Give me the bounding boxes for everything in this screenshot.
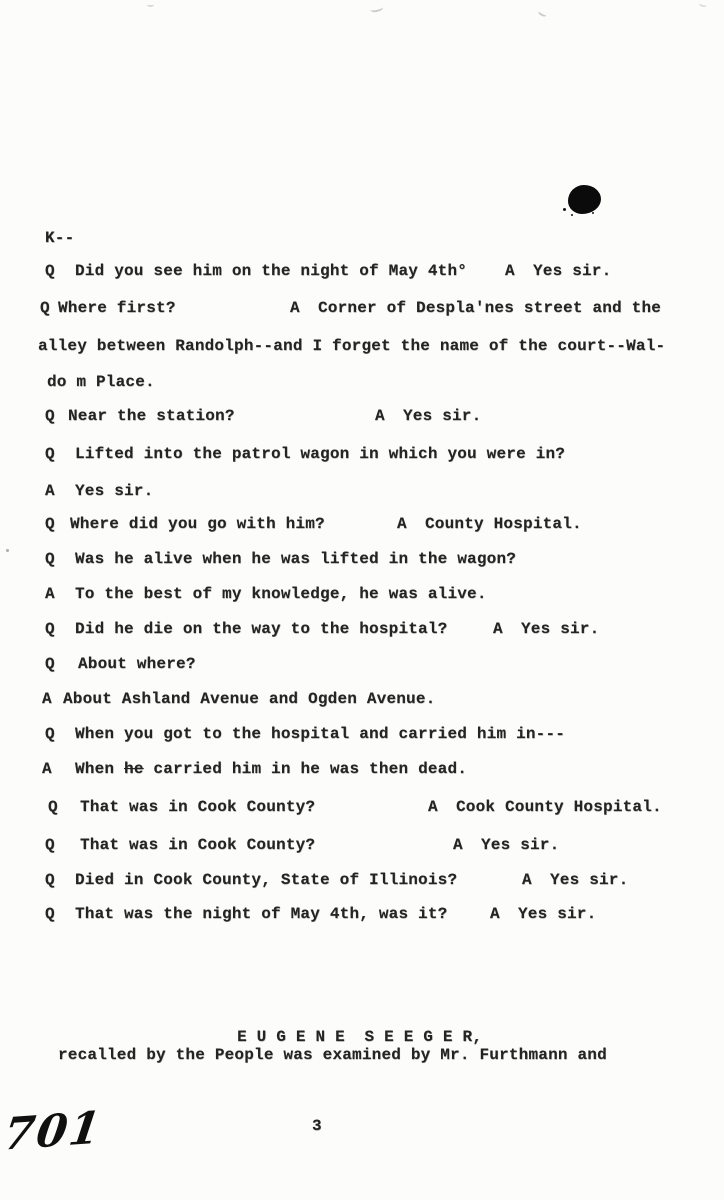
transcript-line [0, 836, 724, 856]
answer-text: Yes sir. [481, 836, 560, 854]
speaker-letter: Q [48, 798, 58, 816]
transcript-line [0, 373, 724, 393]
line-text: That was in Cook County? [80, 836, 316, 854]
answer-speaker-letter: A [522, 871, 532, 889]
line-text-part: When [75, 760, 125, 778]
line-text: Did you see him on the night of May 4th° [75, 262, 468, 280]
transcript-line [0, 337, 724, 357]
ink-speck [571, 214, 573, 216]
scan-smudge [537, 9, 547, 18]
speaker-letter: Q [45, 725, 55, 743]
speaker-letter: Q [45, 515, 55, 533]
speaker-letter: Q [45, 445, 55, 463]
line-text: When you got to the hospital and carried him in--- [75, 725, 566, 743]
answer-text: Yes sir. [533, 262, 612, 280]
speaker-letter: Q [45, 262, 55, 280]
transcript-line [0, 445, 724, 465]
speaker-letter: Q [45, 407, 55, 425]
speaker-letter: Q [45, 836, 55, 854]
line-text: That was in Cook County? [80, 798, 316, 816]
page-number: 3 [312, 1117, 322, 1135]
transcript-line [0, 725, 724, 745]
struck-word: he [124, 760, 144, 778]
answer-speaker-letter: A [290, 299, 300, 317]
transcript-line [0, 550, 724, 570]
answer-speaker-letter: A [490, 905, 500, 923]
transcript-line [0, 262, 724, 282]
line-text: About where? [78, 655, 196, 673]
answer-text: Yes sir. [521, 620, 600, 638]
speaker-letter: A [45, 585, 55, 603]
speaker-letter: Q [45, 655, 55, 673]
line-text: That was the night of May 4th, was it? [75, 905, 448, 923]
answer-speaker-letter: A [505, 262, 515, 280]
line-text: Did he die on the way to the hospital? [75, 620, 448, 638]
transcript-line [0, 690, 724, 710]
transcript-line [0, 299, 724, 319]
scan-smudge [147, 3, 154, 7]
line-text: Near the station? [68, 407, 235, 425]
transcript-line [0, 871, 724, 891]
answer-speaker-letter: A [375, 407, 385, 425]
speaker-letter: Q [40, 299, 50, 317]
ink-blot [568, 185, 601, 214]
line-text: Was he alive when he was lifted in the wagon? [75, 550, 517, 568]
answer-speaker-letter: A [493, 620, 503, 638]
ink-speck [563, 208, 566, 211]
speaker-letter: A [45, 482, 55, 500]
answer-speaker-letter: A [397, 515, 407, 533]
speaker-letter: Q [45, 550, 55, 568]
speaker-letter: Q [45, 620, 55, 638]
reporter-mark-text: K-- [45, 229, 75, 247]
line-text: To the best of my knowledge, he was alive. [75, 585, 487, 603]
speaker-letter: A [42, 760, 52, 778]
answer-text: County Hospital. [425, 515, 582, 533]
handwritten-number: 701 [0, 1102, 106, 1161]
line-text: About Ashland Avenue and Ogden Avenue. [63, 690, 436, 708]
scan-smudge [369, 4, 383, 14]
answer-text: Yes sir. [518, 905, 597, 923]
line-text: Yes sir. [75, 482, 154, 500]
transcript-line [0, 585, 724, 605]
answer-speaker-letter: A [428, 798, 438, 816]
transcript-line [0, 515, 724, 535]
answer-text: Yes sir. [550, 871, 629, 889]
answer-text: Yes sir. [403, 407, 482, 425]
scan-smudge [698, 1, 707, 8]
witness-intro-line [0, 1046, 724, 1066]
line-text: do m Place. [47, 373, 155, 391]
speaker-letter: Q [45, 871, 55, 889]
line-text: Where first? [58, 299, 176, 317]
speaker-letter: A [42, 690, 52, 708]
speaker-letter: Q [45, 905, 55, 923]
line-text: Lifted into the patrol wagon in which you were in? [75, 445, 566, 463]
witness-name: E U G E N E S E E G E R, [237, 1028, 483, 1046]
transcript-line [0, 407, 724, 427]
transcript-line [0, 760, 724, 780]
witness-intro-text: recalled by the People was examined by Mr. Furthmann and [58, 1046, 607, 1064]
ink-speck [592, 212, 594, 214]
transcript-line [0, 905, 724, 925]
line-text: Died in Cook County, State of Illinois? [75, 871, 458, 889]
transcript-line [0, 620, 724, 640]
answer-speaker-letter: A [453, 836, 463, 854]
answer-text: Corner of Despla'nes street and the [318, 299, 662, 317]
transcript-line [0, 655, 724, 675]
line-text: Where did you go with him? [70, 515, 325, 533]
line-text: alley between Randolph--and I forget the name of the court--Wal- [38, 337, 666, 355]
answer-text: Cook County Hospital. [456, 798, 662, 816]
reporter-mark [0, 229, 724, 249]
line-text [75, 760, 467, 778]
transcript-line [0, 482, 724, 502]
line-text-part: carried him in he was then dead. [143, 760, 468, 778]
transcript-line [0, 798, 724, 818]
